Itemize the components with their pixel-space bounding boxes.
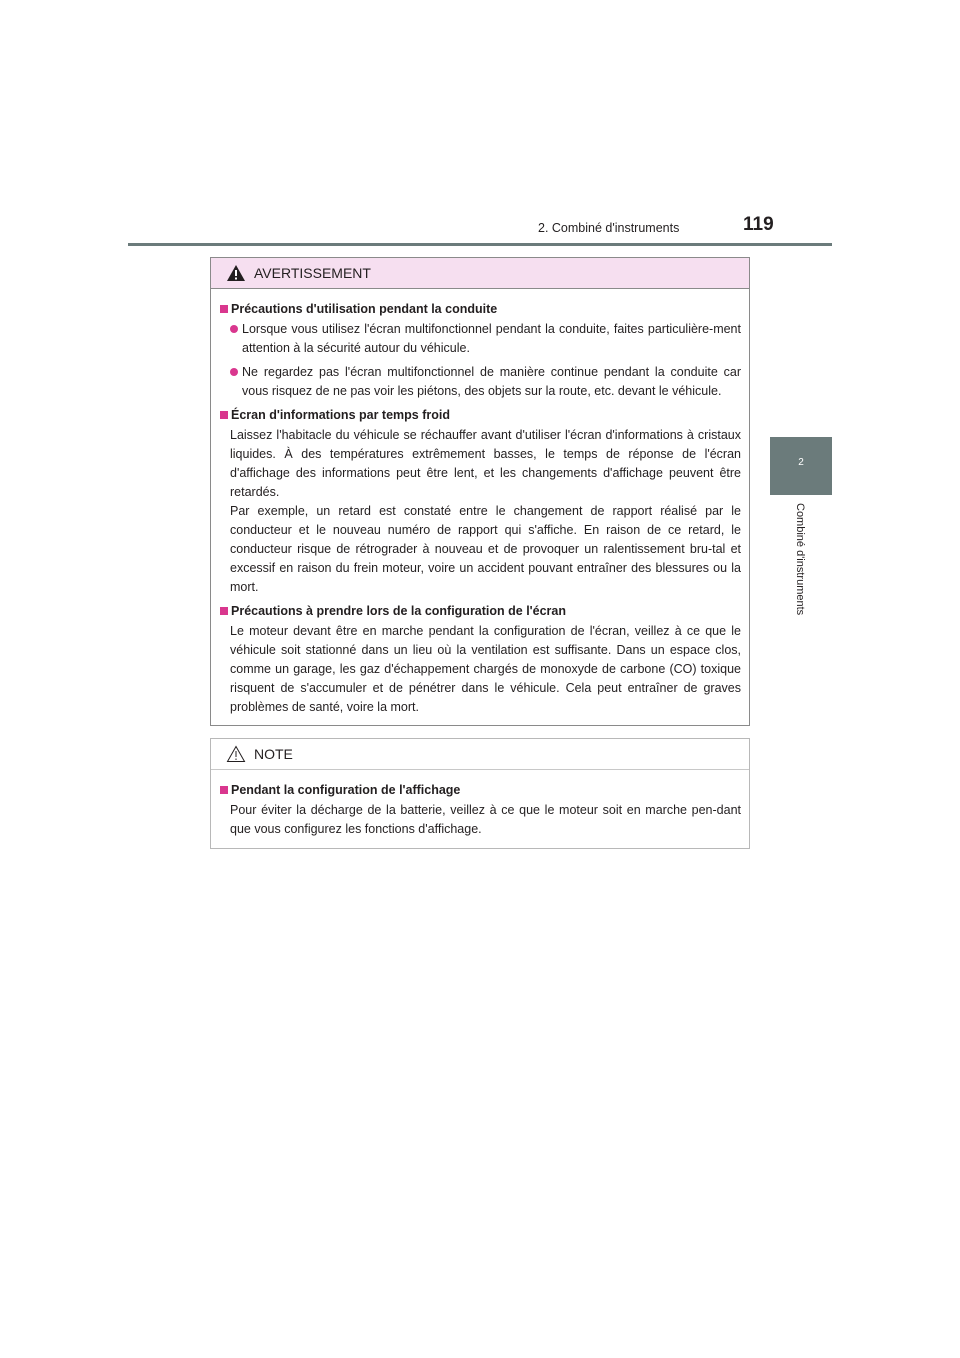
note-box	[210, 738, 750, 849]
chapter-tab	[770, 437, 832, 495]
square-bullet-icon	[220, 786, 228, 794]
paragraph: Laissez l'habitacle du véhicule se réchauffer avant d'utiliser l'écran d'informations à cristaux liquides. À des températures extrêmement basses, le temps de réponse de l'écran d'affichage des informations peut être lent, et les changements d'affichage peuvent être retardés. Par exemple, un retard est constaté entre le changement de rapport réalisé par le conducteur et le nouveau numéro de rapport qui s'affiche. En raison de ce retard, le conducteur risque de rétrograder à nouveau et de provoquer un ralentissement bru-tal et excessif en raison du frein moteur, voire un accident pouvant entraîner des blessures ou la mort.	[230, 428, 741, 594]
list-item: Ne regardez pas l'écran multifonctionnel de manière continue pendant la conduite car vous risquez de ne pas voir les piétons, des objets sur la route, etc. devant le véhicule.	[220, 363, 741, 401]
note-box-header	[211, 739, 749, 770]
header-rule	[128, 243, 832, 246]
section-title: Pendant la configuration de l'affichage	[220, 781, 741, 800]
section-title: Précautions d'utilisation pendant la conduite	[220, 300, 741, 319]
warning-triangle-icon	[226, 264, 246, 282]
page-number: 119	[743, 214, 774, 235]
list-item: Lorsque vous utilisez l'écran multifonctionnel pendant la conduite, faites particulière-ment attention à la sécurité autour du véhicule.	[220, 320, 741, 358]
note-box-title: NOTE	[254, 746, 293, 762]
warning-box	[210, 257, 750, 726]
square-bullet-icon	[220, 305, 228, 313]
paragraph: Le moteur devant être en marche pendant la configuration de l'écran, veillez à ce que le véhicule soit stationné dans un lieu où la ventilation est suffisante. Dans un espace clos, comme un garage, les gaz d'échappement chargés de monoxyde de carbone (CO) toxique risquent de s'accumuler et de pénétrer dans le véhicule. Cela peut entraîner de graves problèmes de santé, voire la mort.	[230, 624, 741, 714]
paragraph: Pour éviter la décharge de la batterie, veillez à ce que le moteur soit en marche pen-dant que vous configurez les fonctions d'affichage.	[230, 803, 741, 836]
section-title: Précautions à prendre lors de la configuration de l'écran	[220, 602, 741, 621]
running-header-section: 2. Combiné d'instruments	[538, 221, 680, 235]
chapter-tab-number: 2	[798, 457, 804, 468]
round-bullet-icon	[230, 368, 238, 376]
warning-box-title: AVERTISSEMENT	[254, 265, 371, 281]
caution-triangle-icon	[226, 745, 246, 763]
warning-box-header	[211, 258, 749, 289]
square-bullet-icon	[220, 607, 228, 615]
section-title: Écran d'informations par temps froid	[220, 406, 741, 425]
chapter-tab-label: Combiné d'instruments	[794, 503, 806, 616]
square-bullet-icon	[220, 411, 228, 419]
round-bullet-icon	[230, 325, 238, 333]
note-box-body	[211, 770, 749, 839]
warning-box-body	[211, 289, 749, 717]
